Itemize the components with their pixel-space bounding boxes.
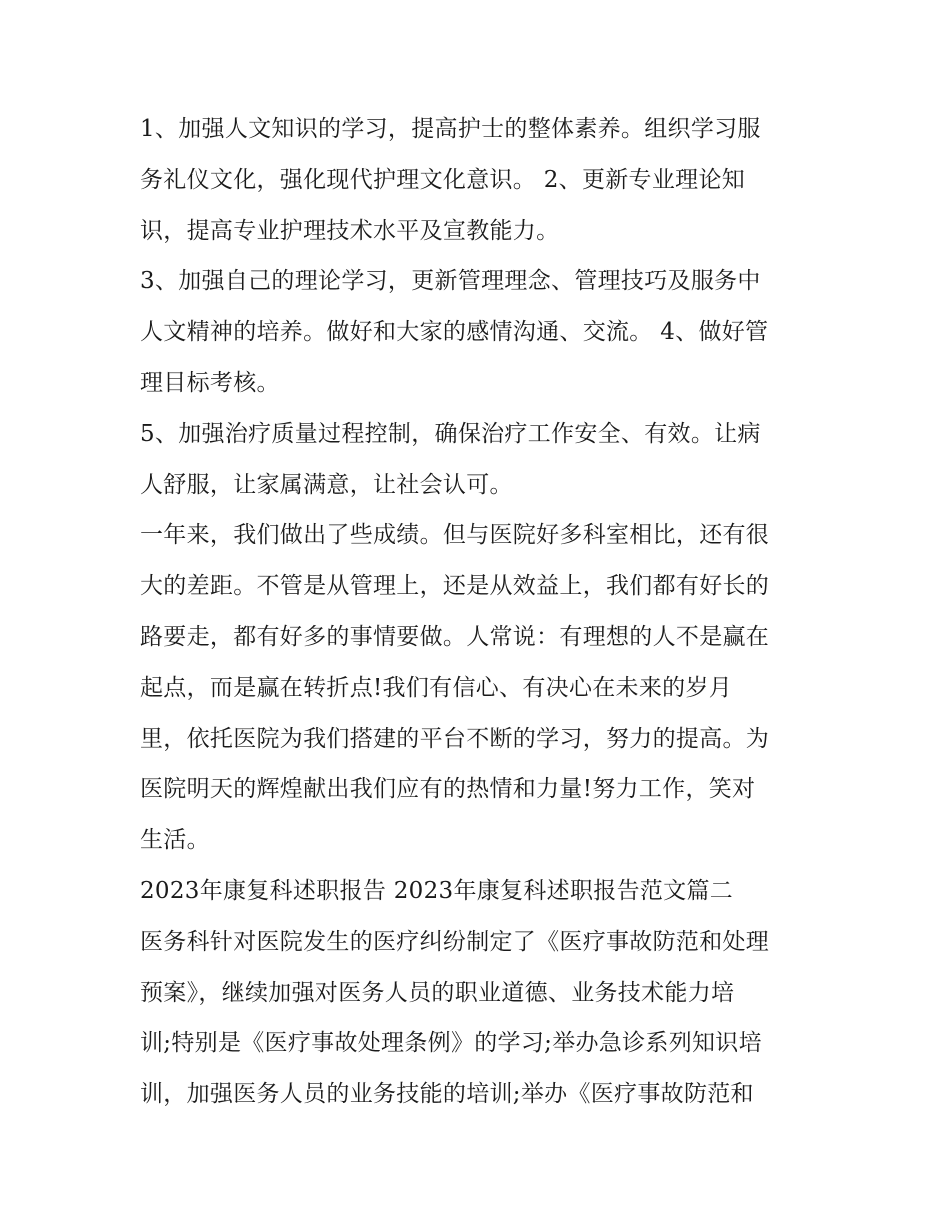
text-line: 起点，而是赢在转折点!我们有信心、有决心在未来的岁月	[140, 674, 733, 701]
text-line: 医院明天的辉煌献出我们应有的热情和力量!努力工作，笑对	[140, 776, 756, 803]
text-line: 1、加强人文知识的学习，提高护士的整体素养。组织学习服	[140, 116, 761, 142]
text-line: 人舒服，让家属满意，让社会认可。	[140, 471, 513, 498]
document-body	[140, 104, 820, 1120]
section-heading: 2023年康复科述职报告 2023年康复科述职报告范文篇二	[140, 877, 734, 904]
text-line: 训，加强医务人员的业务技能的培训;举办《医疗事故防范和	[140, 1081, 754, 1108]
text-line: 里，依托医院为我们搭建的平台不断的学习，努力的提高。为	[140, 725, 770, 752]
text-line: 生活。	[140, 827, 210, 854]
text-line: 人文精神的培养。做好和大家的感情沟通、交流。 4、做好管	[140, 319, 769, 346]
text-line: 预案》，继续加强对医务人员的职业道德、业务技术能力培	[140, 979, 735, 1006]
text-line: 5、加强治疗质量过程控制，确保治疗工作安全、有效。让病	[140, 420, 761, 447]
text-line: 一年来，我们做出了些成绩。但与医院好多科室相比，还有很	[140, 522, 770, 549]
text-line: 训;特别是《医疗事故处理条例》的学习;举办急诊系列知识培	[140, 1030, 762, 1057]
text-line: 3、加强自己的理论学习，更新管理理念、管理技巧及服务中	[140, 268, 761, 295]
text-line: 务礼仪文化，强化现代护理文化意识。 2、更新专业理论知	[140, 166, 746, 193]
text-line: 理目标考核。	[140, 369, 280, 396]
text-line: 路要走，都有好多的事情要做。人常说：有理想的人不是赢在	[140, 623, 770, 650]
text-line: 医务科针对医院发生的医疗纠纷制定了《医疗事故防范和处理	[140, 928, 770, 955]
text-line: 识，提高专业护理技术水平及宣教能力。	[140, 217, 560, 244]
text-line: 大的差距。不管是从管理上，还是从效益上，我们都有好长的	[140, 573, 770, 600]
